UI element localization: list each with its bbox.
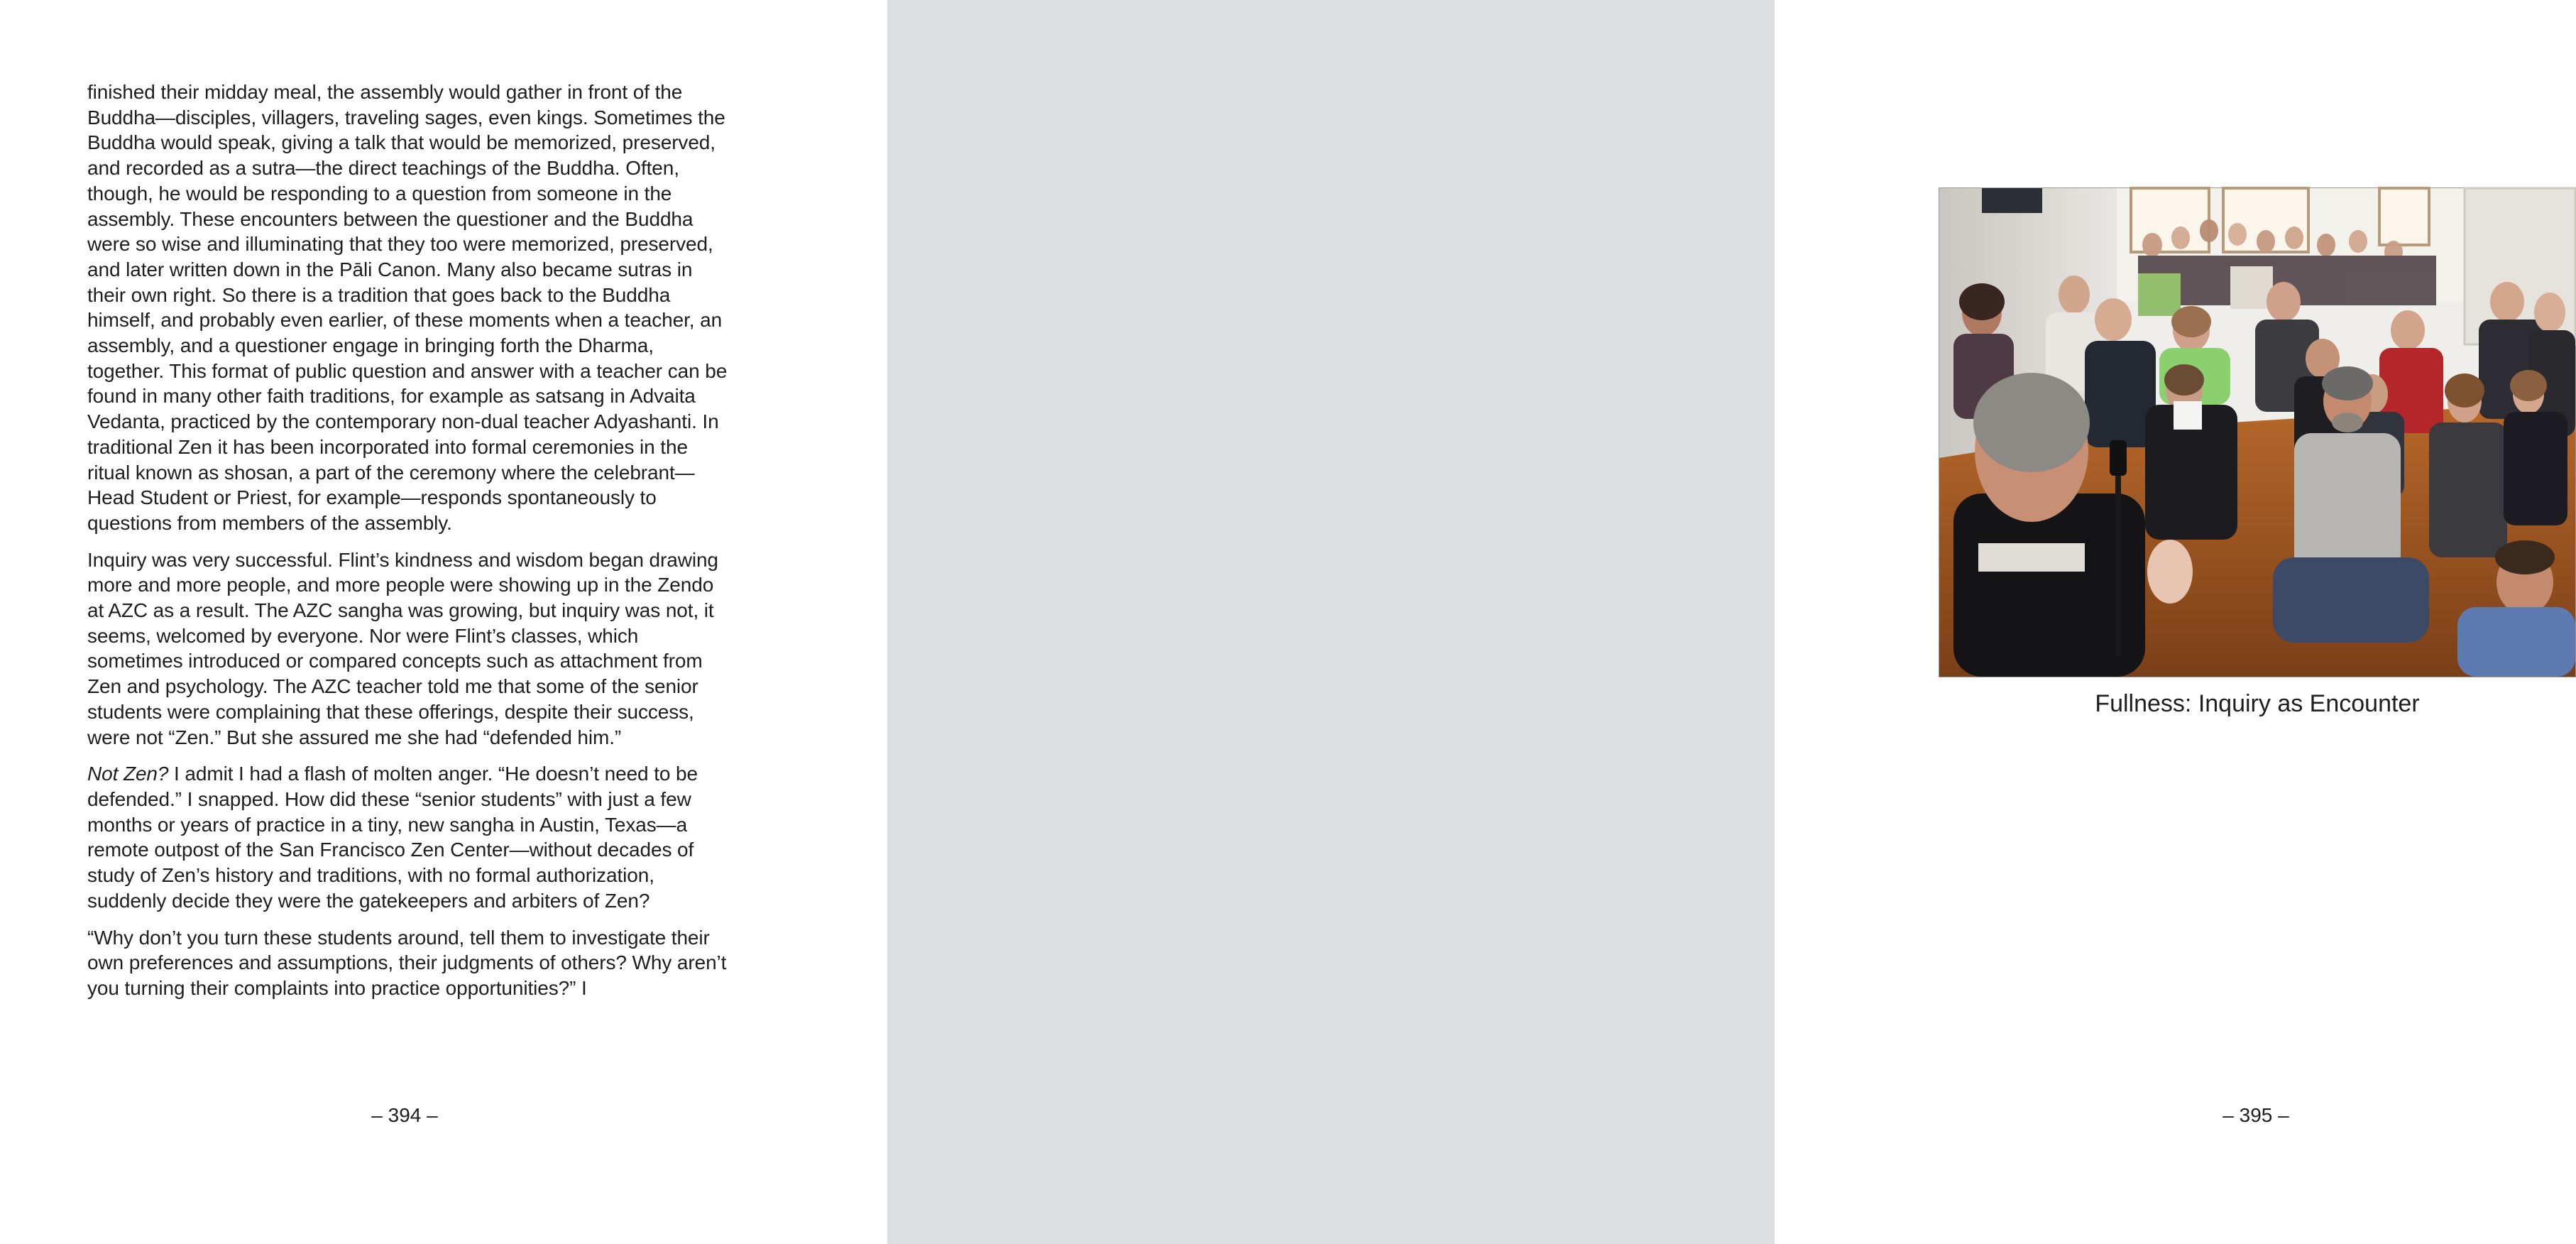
page-number-right: – 395 – — [2223, 1104, 2289, 1126]
assembly-photo-illustration — [1939, 188, 2575, 677]
page-number-left: – 394 – — [371, 1104, 438, 1126]
paragraph-3-italic: Not Zen? — [87, 763, 169, 785]
assembly-photo — [1939, 187, 2576, 677]
paragraph-3 — [87, 761, 733, 913]
photo-caption: Fullness: Inquiry as Encounter — [2095, 690, 2420, 717]
paragraph-3-rest: I admit I had a flash of molten anger. “He doesn’t need to be defended.” I snapped. How did these “senior students” with just a few months or years of practice in a tiny, new sangha in Austin, Texas—a remote outpost of the San Francisco Zen Center—without decades of study of Zen’s history and traditions, with no formal authorization, suddenly decide they were the gatekeepers and arbiters of Zen? — [87, 763, 698, 912]
paragraph-2: Inquiry was very successful. Flint’s kindness and wisdom began drawing more and more people, and more people were showing up in the Zendo at AZC as a result. The AZC sangha was growing, but inquiry was not, it seems, welcomed by everyone. Nor were Flint’s classes, which sometimes introduced or compared concepts such as attachment from Zen and psychology. The AZC teacher told me that some of the senior students were complaining that these offerings, despite their success, were not “Zen.” But she assured me she had “defended him.” — [87, 548, 718, 748]
paragraph-4: “Why don’t you turn these students around, tell them to investigate their own preferences and assumptions, their judgments of others? Why aren’t you turning their complaints into practice opportunities?” I — [87, 926, 727, 999]
left-page — [0, 0, 887, 1244]
body-text — [87, 80, 733, 1013]
right-page — [887, 0, 2420, 1244]
paragraph-1: finished their midday meal, the assembly would gather in front of the Buddha—disciples, villagers, traveling sages, even kings. Sometimes the Buddha would speak, giving a talk that would be memorized, preserved, and recorded as a sutra—the direct teachings of the Buddha. Often, though, he would be responding to a question from someone in the assembly. These encounters between the questioner and the Buddha were so wise and illuminating that they too were memorized, preserved, and later written down in the Pāli Canon. Many also became sutras in their own right. So there is a tradition that goes back to the Buddha himself, and probably even earlier, of these moments when a teacher, an assembly, and a questioner engage in bringing forth the Dharma, together. This format of public question and answer with a teacher can be found in many other faith traditions, for example as satsang in Advaita Vedanta, practiced by the contemporary non-dual teacher Adyashanti. In traditional Zen it has been incorporated into formal ceremonies in the ritual known as shosan, a part of the ceremony where the celebrant—Head Student or Priest, for example—responds spontaneously to questions from members of the assembly. — [87, 81, 728, 534]
